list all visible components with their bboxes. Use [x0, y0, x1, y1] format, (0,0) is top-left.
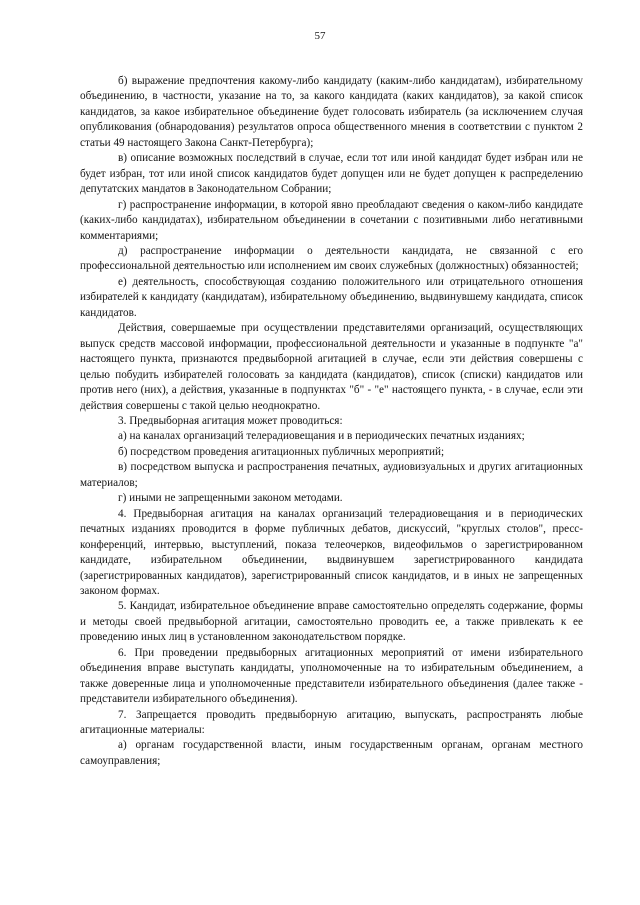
paragraph-b: б) выражение предпочтения какому-либо кандидату (каким-либо кандидатам), избирательному объединению, в частности, указание на то, за какого кандидата (каких кандидатов), за какой список кандидатов, за какое избирательное объединение будет голосовать избиратель (за исключением случая опубликования (обнародования) результатов опроса общественного мнения в соответствии с пунктом 2 статьи 49 настоящего Закона Санкт-Петербурга); — [80, 75, 583, 149]
paragraph-7a: а) органам государственной власти, иным государственным органам, органам местного самоуправления; — [80, 739, 583, 767]
paragraph-3: 3. Предвыборная агитация может проводиться: — [118, 414, 343, 427]
paragraph-5: 5. Кандидат, избирательное объединение вправе самостоятельно определять содержание, формы и методы своей предвыборной агитации, самостоятельно проводить ее, а также привлекать к ее проведению иных лиц в установленном законодательством порядке. — [80, 600, 583, 644]
paragraph-3g: г) иными не запрещенными законом методами. — [118, 492, 343, 505]
paragraph-e: е) деятельность, способствующая созданию положительного или отрицательного отношения избирателей к кандидату (кандидатам), избирательному объединению, выдвинувшему кандидата, список кандидатов. — [80, 275, 583, 319]
document-body — [80, 74, 583, 769]
paragraph-3b: б) посредством проведения агитационных публичных мероприятий; — [118, 445, 445, 458]
page-number: 57 — [314, 30, 326, 42]
paragraph-3a: а) на каналах организаций телерадиовещания и в периодических печатных изданиях; — [118, 430, 525, 443]
paragraph-7: 7. Запрещается проводить предвыборную агитацию, выпускать, распространять любые агитационные материалы: — [80, 708, 583, 737]
paragraph-actions: Действия, совершаемые при осуществлении представителями организаций, осуществляющих выпуск средств массовой информации, профессиональной деятельности и указанные в подпункте "а" настоящего пункта, признаются предвыборной агитацией в случае, если эти действия совершены с целью побудить избирателей голосовать за кандидата (кандидатов), список (списки) кандидатов или против него (них), а действия, указанные в подпунктах "б" - "е" настоящего пункта, - в случае, если эти действия совершены с такой целью неоднократно. — [80, 322, 583, 412]
paragraph-3v: в) посредством выпуска и распространения печатных, аудиовизуальных и других агитационных материалов; — [80, 461, 583, 489]
paragraph-g: г) распространение информации, в которой явно преобладают сведения о каком-либо кандидате (каких-либо кандидатах), избирательном объединении в сочетании с позитивными либо негативными комментариями; — [80, 198, 583, 242]
paragraph-v: в) описание возможных последствий в случае, если тот или иной кандидат будет избран или не будет избран, тот или иной список кандидатов будет допущен или не будет допущен к распределению депутатских мандатов в Законодательном Собрании; — [80, 152, 583, 196]
paragraph-4: 4. Предвыборная агитация на каналах организаций телерадиовещания и в периодических печатных изданиях проводится в форме публичных дебатов, дискуссий, "круглых столов", пресс-конференций, интервью, выступлений, показа телеочерков, видеофильмов о зарегистрированном кандидате, избирательном объединении, выдвинувшем зарегистрированного кандидата (зарегистрированных кандидатов), зарегистрированный список кандидатов, и в иных не запрещенных законом формах. — [80, 507, 583, 597]
paragraph-6: 6. При проведении предвыборных агитационных мероприятий от имени избирательного объединения вправе выступать кандидаты, уполномоченные на то избирательным объединением, а также доверенные лица и уполномоченные представители избирательного объединения (далее также - представители избирательного объединения). — [80, 646, 583, 706]
paragraph-d: д) распространение информации о деятельности кандидата, не связанной с его профессиональной деятельностью или исполнением им своих служебных (должностных) обязанностей; — [80, 244, 583, 273]
